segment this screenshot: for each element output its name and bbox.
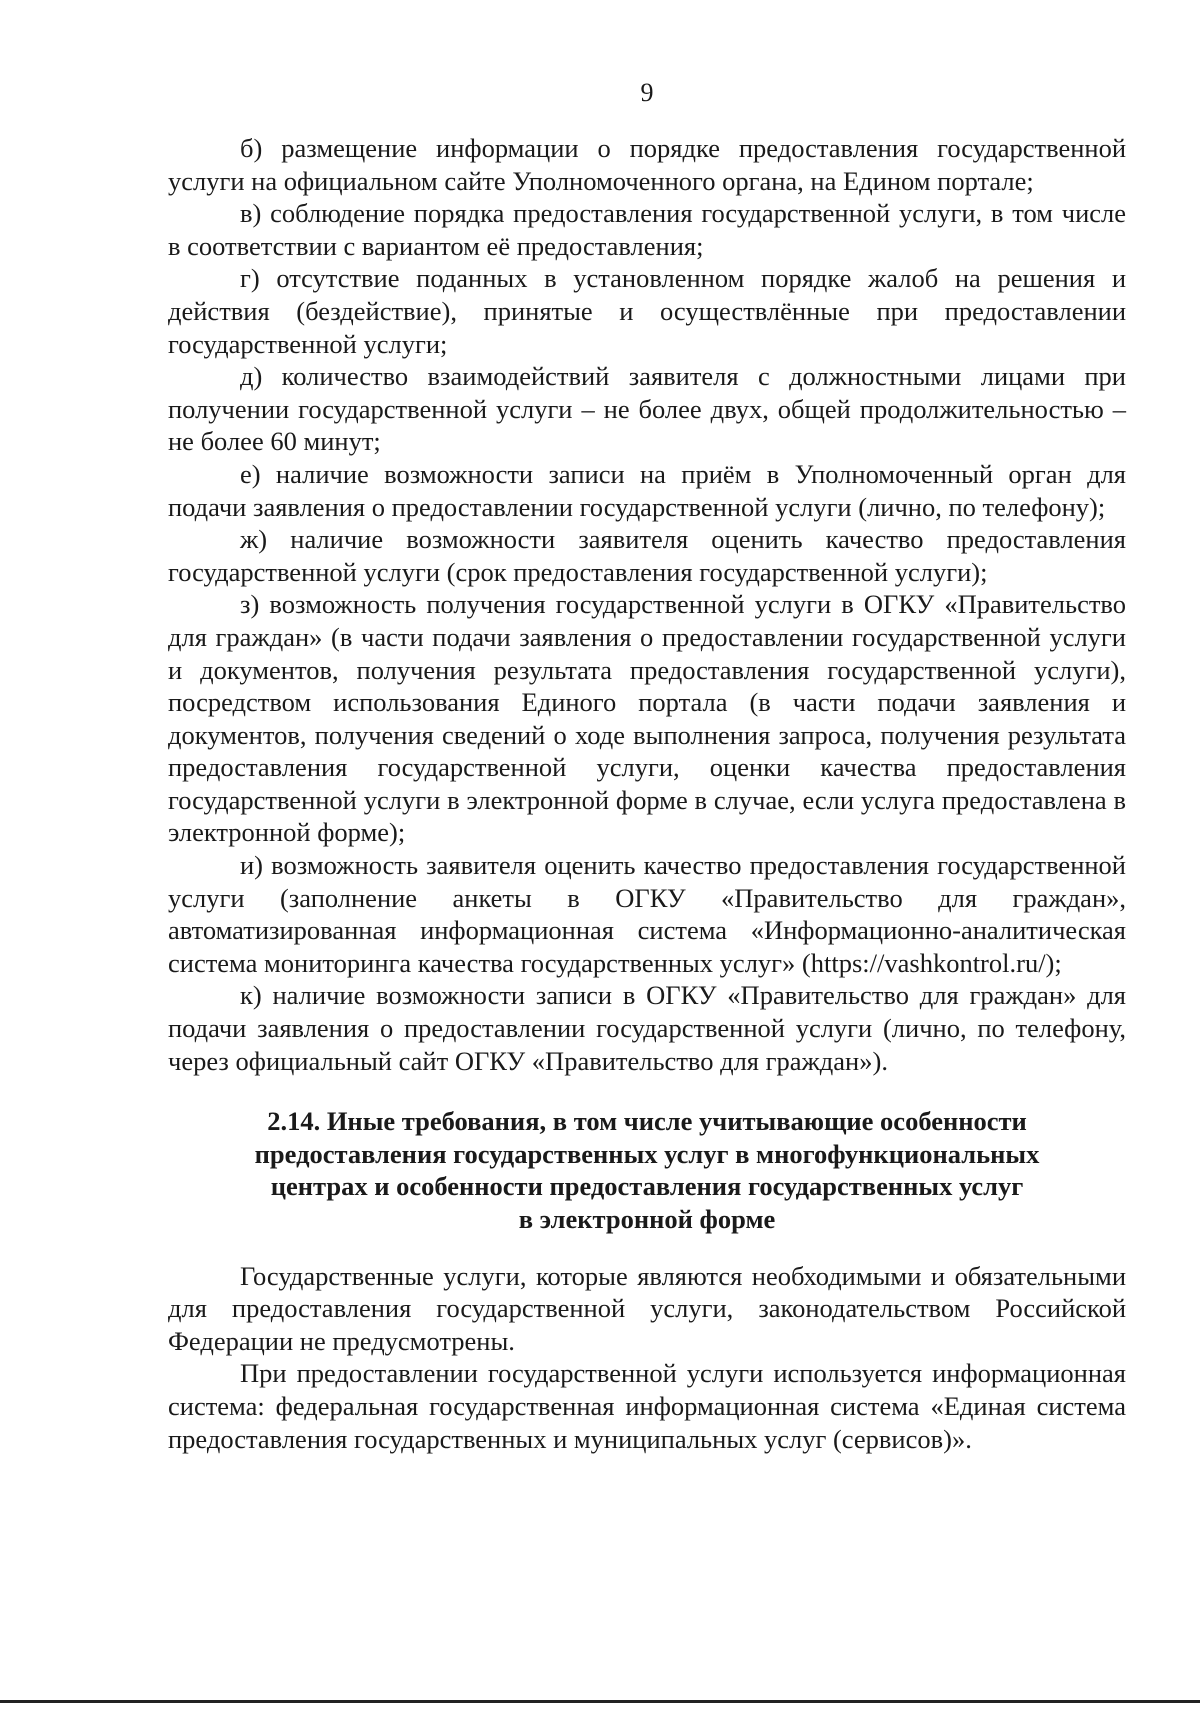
list-item-v: в) соблюдение порядка предоставления государственной услуги, в том числе в соответствии с вариантом её предоставления;	[168, 198, 1126, 261]
document-body	[168, 132, 1126, 1455]
list-item-z: з) возможность получения государственной услуги в ОГКУ «Правительство для граждан» (в части подачи заявления о предоставлении государственной услуги и документов, получения результата предоставления государственной услуги), посредством использования Единого портала (в части подачи заявления и документов, получения сведений о ходе выполнения запроса, получения результата предоставления государственной услуги, оценки качества предоставления государственной услуги в электронной форме в случае, если услуга предоставлена в электронной форме);	[168, 589, 1126, 848]
section-heading-line: предоставления государственных услуг в многофункциональных	[254, 1138, 1040, 1169]
page-number: 9	[640, 78, 654, 107]
section-heading-line: 2.14. Иные требования, в том числе учитывающие особенности	[267, 1106, 1027, 1137]
page-bottom-edge	[0, 1700, 1200, 1703]
section-paragraph: Государственные услуги, которые являются необходимыми и обязательными для предоставления государственной услуги, законодательством Российской Федерации не предусмотрены.	[168, 1260, 1126, 1356]
section-heading	[168, 1105, 1126, 1235]
list-item-g: г) отсутствие поданных в установленном порядке жалоб на решения и действия (бездействие), принятые и осуществлённые при предоставлении государственной услуги;	[168, 263, 1126, 359]
list-item-zh: ж) наличие возможности заявителя оценить качество предоставления государственной услуги (срок предоставления государственной услуги);	[168, 524, 1126, 587]
section-heading-line: в электронной форме	[518, 1204, 776, 1234]
list-item-i: и) возможность заявителя оценить качество предоставления государственной услуги (заполнение анкеты в ОГКУ «Правительство для граждан», автоматизированная информационная система «Информационно-аналитическая система мониторинга качества государственных услуг» (https://vashkontrol.ru/);	[168, 850, 1126, 978]
section-paragraph: При предоставлении государственной услуги используется информационная система: федеральная государственная информационная система «Единая система предоставления государственных и муниципальных услуг (сервисов)».	[168, 1358, 1126, 1454]
list-item-b: б) размещение информации о порядке предоставления государственной услуги на официальном сайте Уполномоченного органа, на Едином портале;	[168, 133, 1126, 196]
section-heading-line: центрах и особенности предоставления государственных услуг	[270, 1171, 1024, 1202]
list-item-e: е) наличие возможности записи на приём в Уполномоченный орган для подачи заявления о предоставлении государственной услуги (лично, по телефону);	[168, 458, 1126, 522]
list-item-d: д) количество взаимодействий заявителя с должностными лицами при получении государственной услуги – не более двух, общей продолжительностью – не более 60 минут;	[168, 361, 1126, 457]
list-item-k: к) наличие возможности записи в ОГКУ «Правительство для граждан» для подачи заявления о предоставлении государственной услуги (лично, по телефону, через официальный сайт ОГКУ «Правительство для граждан»).	[168, 980, 1126, 1076]
